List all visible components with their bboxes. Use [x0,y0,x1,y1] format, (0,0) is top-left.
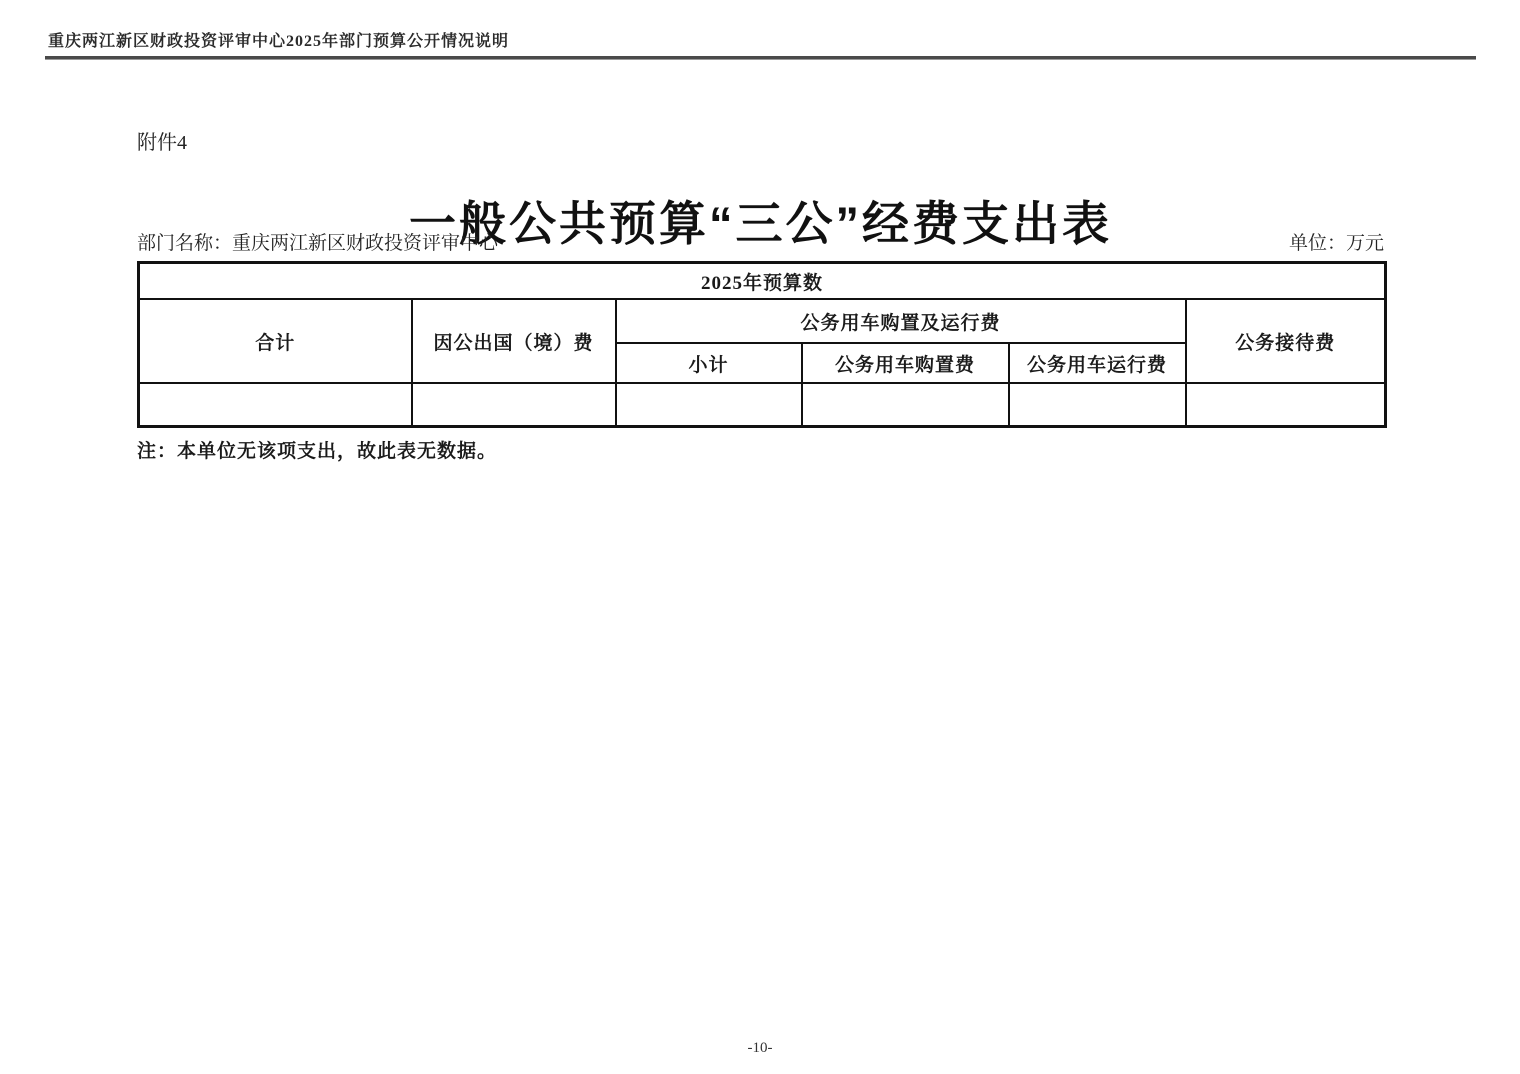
year-header-cell: 2025年预算数 [139,263,1386,300]
col-header-reception: 公务接待费 [1186,299,1386,383]
note-text: 注：本单位无该项支出，故此表无数据。 [137,441,498,462]
data-cell-subtotal [616,383,802,427]
col-header-abroad: 因公出国（境）费 [412,299,616,383]
data-cell-total [139,383,412,427]
unit-of-measure [1289,228,1384,255]
unit-label: 单位： [1288,233,1346,254]
attachment-label: 附件4 [137,132,187,154]
col-header-operation: 公务用车运行费 [1009,343,1186,383]
col-header-purchase: 公务用车购置费 [802,343,1009,383]
data-cell-abroad [412,383,616,427]
page-title: 一般公共预算“三公”经费支出表 [409,197,1112,251]
department-name [137,228,498,255]
table-row-data [139,383,1386,427]
document-header [48,28,1476,60]
col-header-vehicle-group: 公务用车购置及运行费 [616,299,1186,343]
data-cell-reception [1186,383,1386,427]
page-number: -10- [747,1040,773,1056]
page-footer [0,1040,1520,1057]
data-cell-operation [1009,383,1186,427]
table-row-year [139,263,1386,300]
department-value: 重庆两江新区财政投资评审中心 [232,233,499,254]
table-row-headers [139,299,1386,343]
data-cell-purchase [802,383,1009,427]
department-label: 部门名称： [137,233,233,254]
col-header-total: 合计 [139,299,412,383]
col-header-subtotal: 小计 [616,343,802,383]
budget-table [137,261,1387,428]
header-divider [45,56,1476,60]
document-header-text: 重庆两江新区财政投资评审中心2025年部门预算公开情况说明 [48,33,510,50]
meta-row [137,228,1384,255]
unit-value: 万元 [1345,233,1384,254]
